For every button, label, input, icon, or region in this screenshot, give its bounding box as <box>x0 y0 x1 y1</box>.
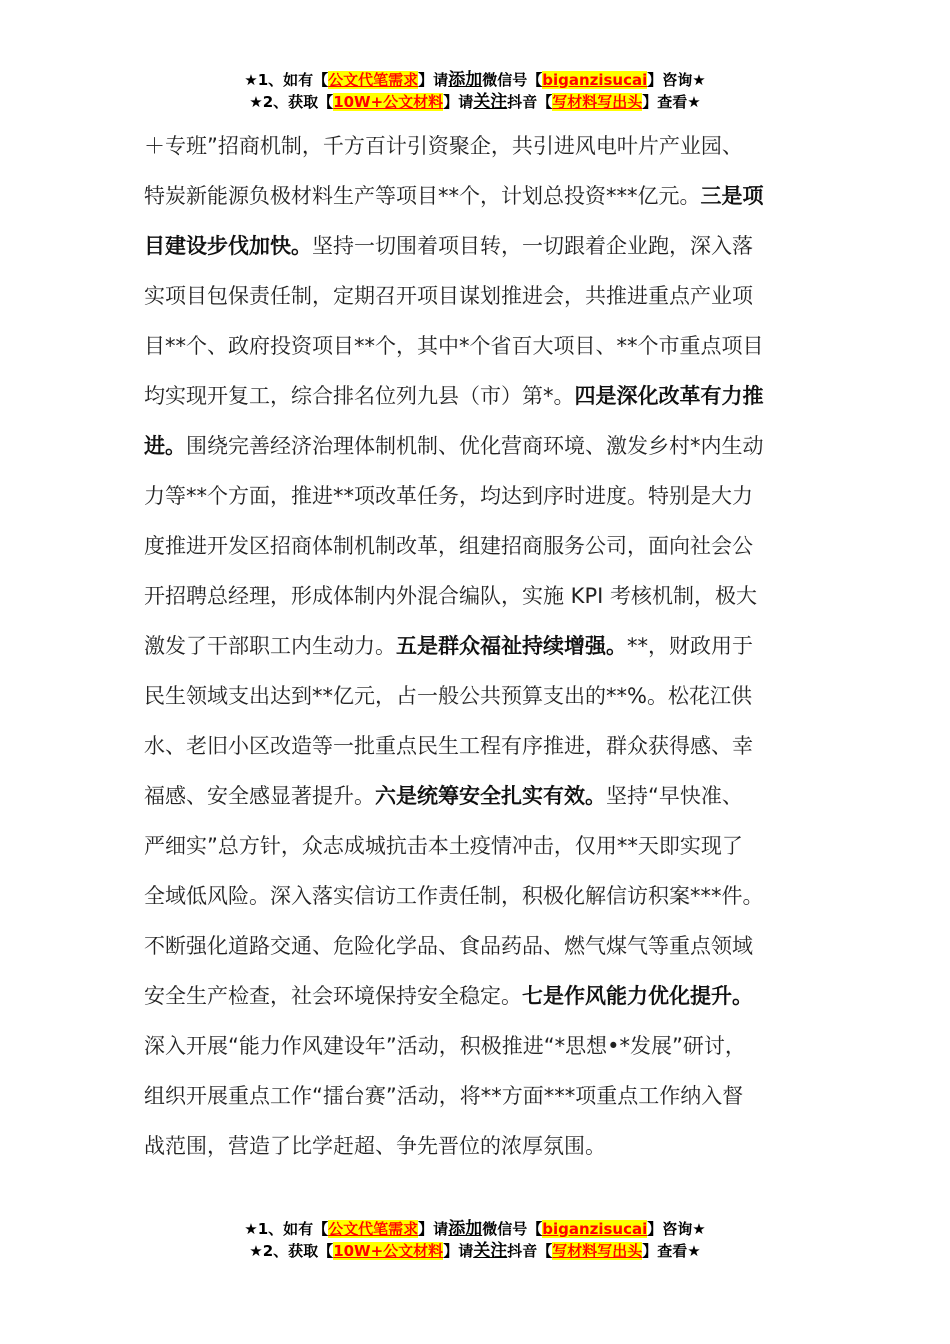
highlight-douyin: 写材料写出头 <box>552 93 643 111</box>
text-line: 度推进开发区招商体制机制改革，组建招商服务公司，面向社会公 <box>144 534 753 558</box>
banner-text: 】请 <box>443 93 474 111</box>
banner-text: 】请 <box>418 1220 449 1238</box>
text-line: 民生领域支出达到**亿元，占一般公共预算支出的**%。松花江供 <box>144 684 752 708</box>
banner-text: 微信号【 <box>482 1220 543 1238</box>
banner-text: 添加 <box>448 1219 483 1239</box>
bold-heading: 四是深化改革有力推 <box>574 384 764 408</box>
text-line: 全域低风险。深入落实信访工作责任制，积极化解信访积案***件。 <box>144 884 764 908</box>
text-line: 激发了干部职工内生动力。五是群众福祉持续增强。**，财政用于 <box>144 634 753 658</box>
bold-heading: 目建设步伐加快。 <box>144 234 312 258</box>
banner-text: 】请 <box>418 71 449 89</box>
banner-text: 】咨询★ <box>647 1220 706 1238</box>
banner-text: 关注 <box>473 92 508 112</box>
highlight-materials: 10W+公文材料 <box>333 93 444 111</box>
text-line: 目**个、政府投资项目**个，其中*个省百大项目、**个市重点项目 <box>144 334 764 358</box>
text-line: 目建设步伐加快。坚持一切围着项目转，一切跟着企业跑，深入落 <box>144 234 753 258</box>
highlight-wechat-id: biganzisucai <box>542 1220 648 1238</box>
banner-line-1 <box>0 69 950 91</box>
banner-line-1 <box>0 1218 950 1240</box>
banner-text: 关注 <box>473 1241 508 1261</box>
text-line: 战范围，营造了比学赶超、争先晋位的浓厚氛围。 <box>144 1134 606 1158</box>
banner-text: 抖音【 <box>507 93 553 111</box>
bold-heading: 三是项 <box>700 184 764 208</box>
banner-text: 】查看★ <box>642 1242 701 1260</box>
banner-line-2 <box>0 91 950 113</box>
text-line: 深入开展“能力作风建设年”活动，积极推进“*思想•*发展”研讨， <box>144 1034 746 1058</box>
text-line: 组织开展重点工作“擂台赛”活动，将**方面***项重点工作纳入督 <box>144 1084 744 1108</box>
banner-line-2 <box>0 1240 950 1262</box>
bold-heading: 进。 <box>144 434 186 458</box>
text-line: 特炭新能源负极材料生产等项目**个，计划总投资***亿元。三是项 <box>144 184 764 208</box>
text-line: 不断强化道路交通、危险化学品、食品药品、燃气煤气等重点领域 <box>144 934 753 958</box>
banner-text: ★2、获取【 <box>249 1242 334 1260</box>
highlight-wechat-id: biganzisucai <box>542 71 648 89</box>
highlight-service: 公文代笔需求 <box>328 71 419 89</box>
text-line: ＋专班”招商机制，千方百计引资聚企，共引进风电叶片产业园、 <box>144 134 743 158</box>
bold-heading: 六是统筹安全扎实有效。 <box>375 784 606 808</box>
banner-text: 】查看★ <box>642 93 701 111</box>
highlight-materials: 10W+公文材料 <box>333 1242 444 1260</box>
banner-text: 微信号【 <box>482 71 543 89</box>
highlight-douyin: 写材料写出头 <box>552 1242 643 1260</box>
bold-heading: 七是作风能力优化提升。 <box>522 984 753 1008</box>
text-line: 实项目包保责任制，定期召开项目谋划推进会，共推进重点产业项 <box>144 284 753 308</box>
footer-banner <box>0 1218 950 1262</box>
text-line: 水、老旧小区改造等一批重点民生工程有序推进，群众获得感、幸 <box>144 734 753 758</box>
document-body <box>144 121 814 1171</box>
text-line: 福感、安全感显著提升。六是统筹安全扎实有效。坚持“早快准、 <box>144 784 743 808</box>
text-line: 开招聘总经理，形成体制内外混合编队，实施 KPI 考核机制，极大 <box>144 584 757 608</box>
banner-text: ★1、如有【 <box>244 1220 329 1238</box>
banner-text: 添加 <box>448 70 483 90</box>
text-line: 力等**个方面，推进**项改革任务，均达到序时进度。特别是大力 <box>144 484 753 508</box>
text-line: 进。围绕完善经济治理体制机制、优化营商环境、激发乡村*内生动 <box>144 434 764 458</box>
highlight-service: 公文代笔需求 <box>328 1220 419 1238</box>
text-line: 安全生产检查，社会环境保持安全稳定。七是作风能力优化提升。 <box>144 984 753 1008</box>
banner-text: 抖音【 <box>507 1242 553 1260</box>
banner-text: ★2、获取【 <box>249 93 334 111</box>
banner-text: 】咨询★ <box>647 71 706 89</box>
banner-text: ★1、如有【 <box>244 71 329 89</box>
bold-heading: 五是群众福祉持续增强。 <box>396 634 627 658</box>
text-line: 均实现开复工，综合排名位列九县（市）第*。四是深化改革有力推 <box>144 384 764 408</box>
text-line: 严细实”总方针，众志成城抗击本土疫情冲击，仅用**天即实现了 <box>144 834 743 858</box>
banner-text: 】请 <box>443 1242 474 1260</box>
header-banner <box>0 69 950 113</box>
